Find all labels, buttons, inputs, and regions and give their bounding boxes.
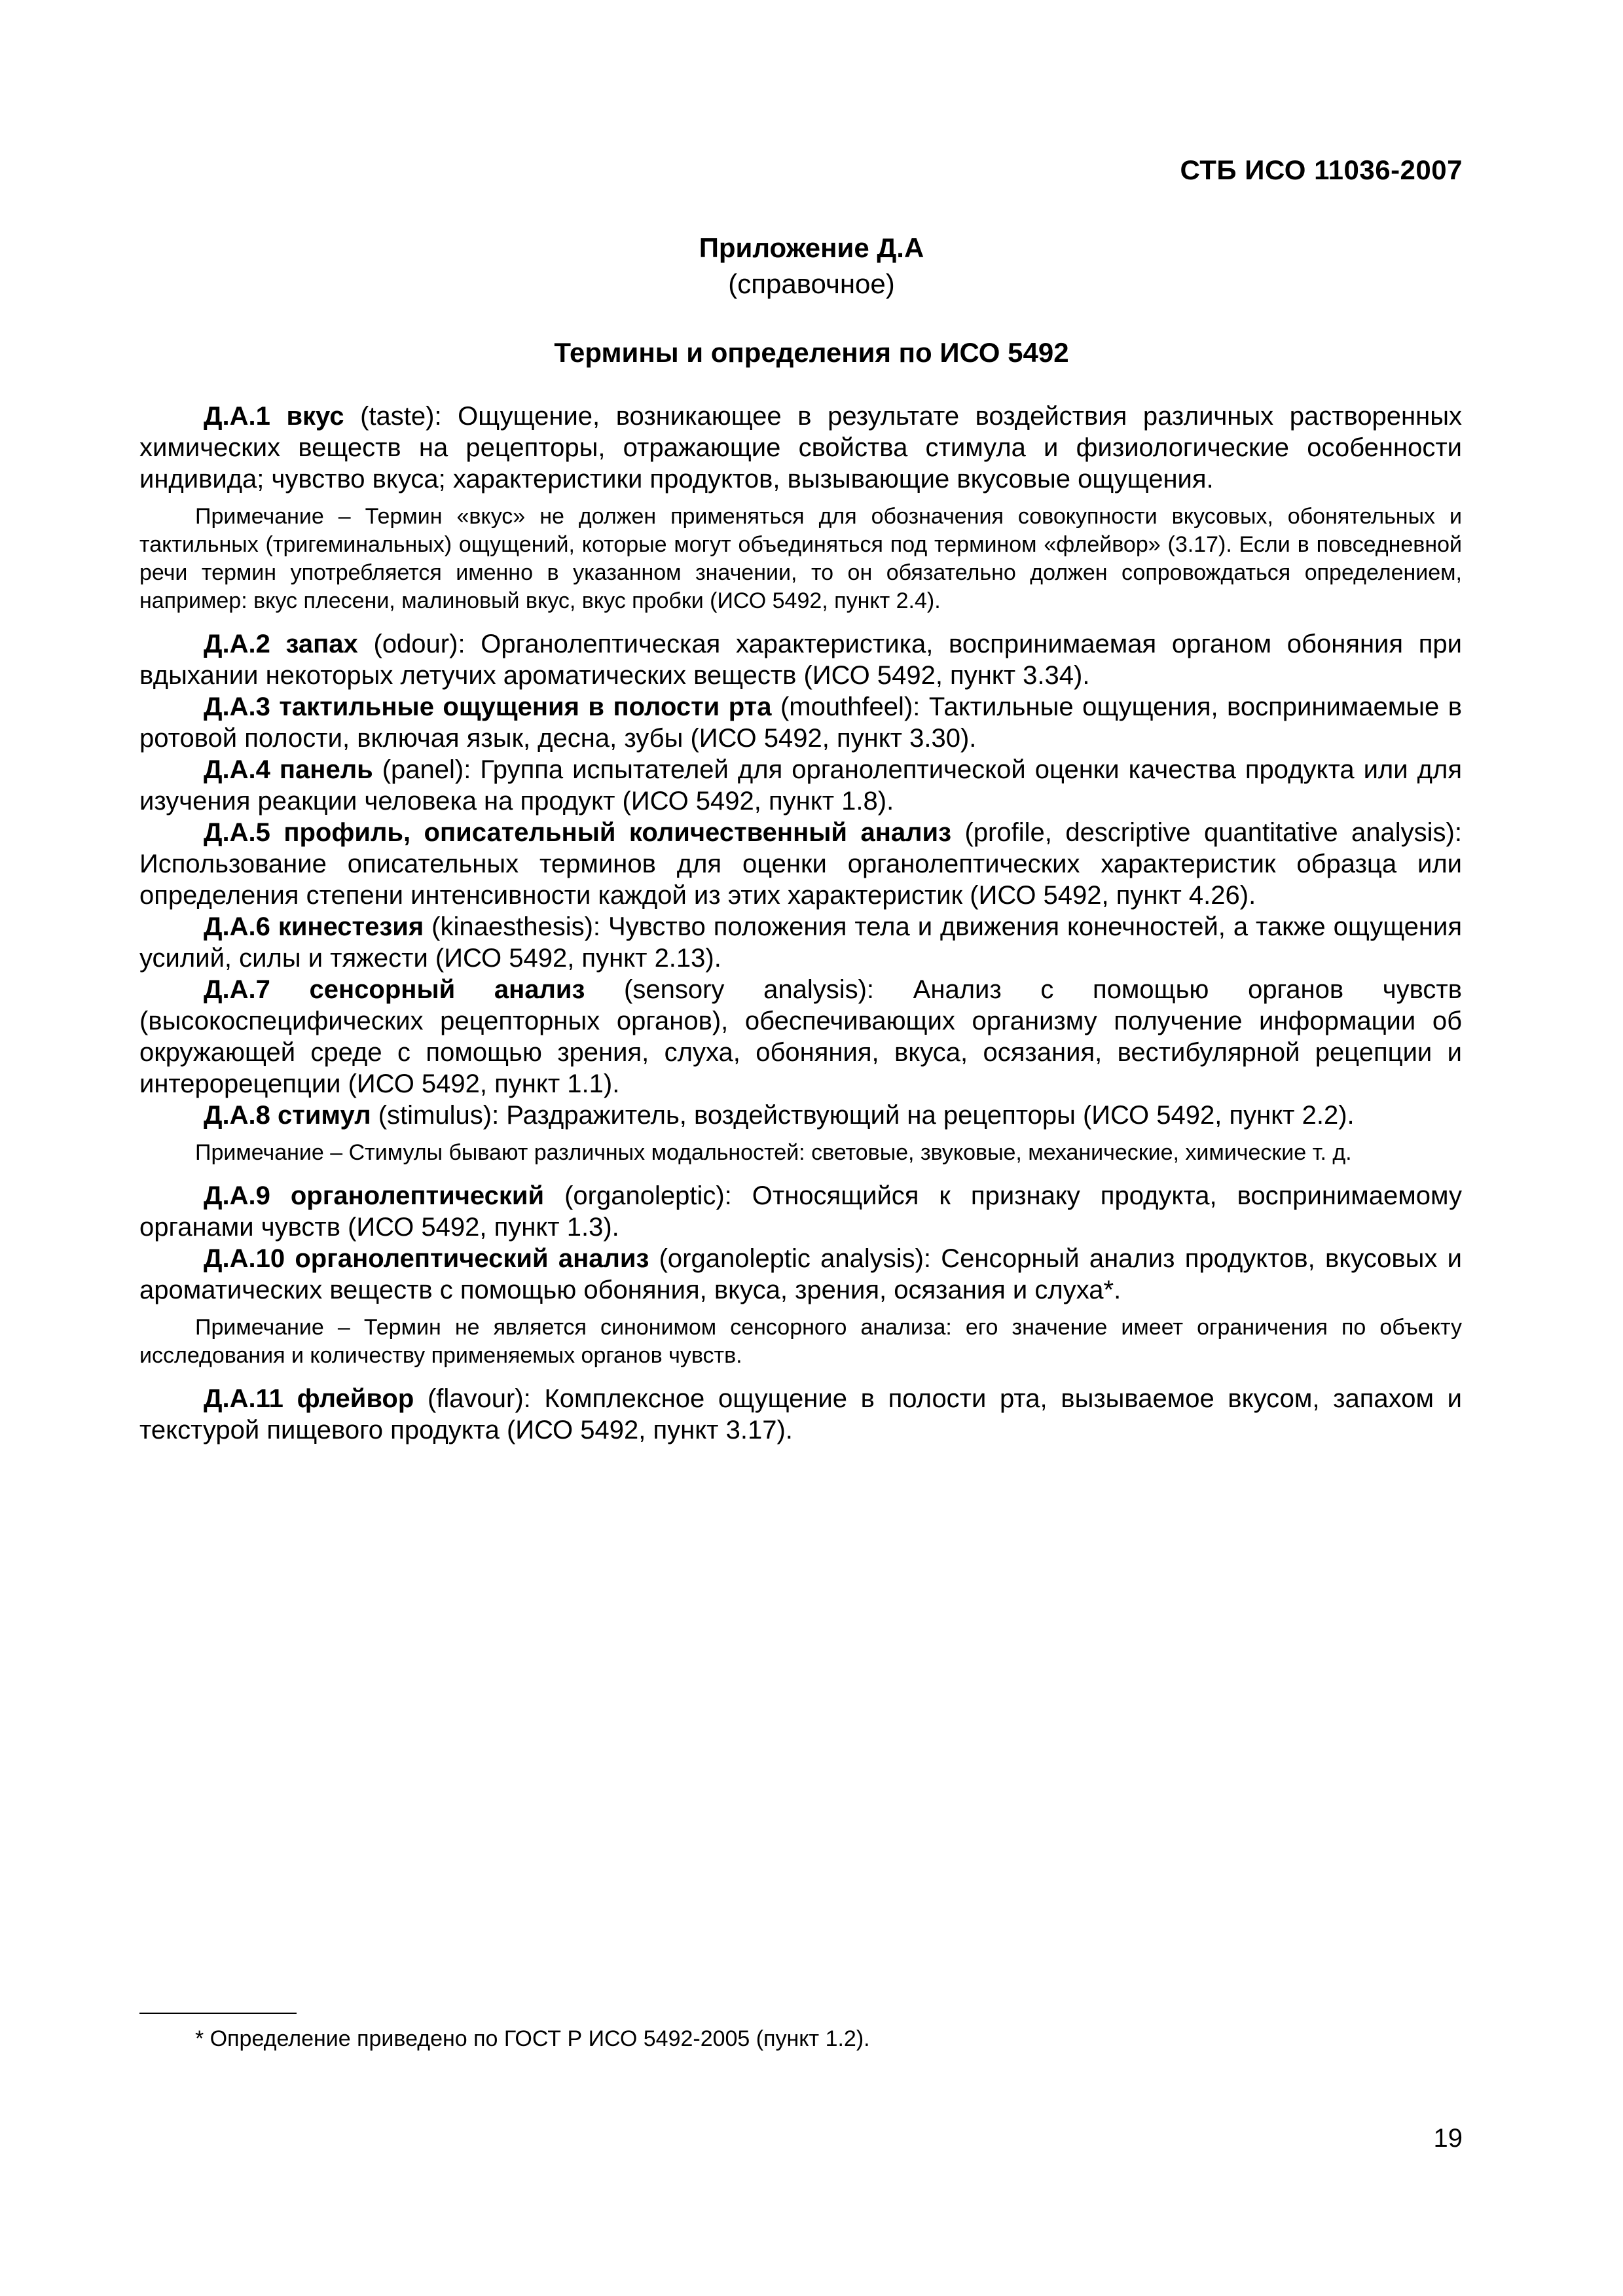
entry-term: вкус (286, 402, 344, 431)
entry-text: (panel): Группа испытателей для органолептической оценки качества продукта или для изучения реакции человека на продукт (ИСО 5492, пункт 1.8). (139, 755, 1462, 816)
annex-kind: (справочное) (728, 268, 895, 299)
definition-entry (139, 911, 1462, 974)
entry-number: Д.А.2 (204, 630, 270, 658)
entry-text: (organoleptic): Относящийся к признаку продукта, воспринимаемому органами чувств (ИСО 5492, пункт 1.3). (139, 1181, 1462, 1242)
definition-entry (139, 1100, 1462, 1131)
entry-term: органолептический (290, 1181, 545, 1210)
entry-number: Д.А.3 (204, 692, 270, 721)
definition-entry (139, 754, 1462, 817)
page-number: 19 (1433, 2124, 1463, 2153)
definition-entry (139, 1243, 1462, 1306)
entry-number: Д.А.7 (204, 975, 270, 1004)
entry-term: панель (279, 755, 373, 784)
entry-number: Д.А.1 (204, 402, 270, 431)
entry-text: (taste): Ощущение, возникающее в результате воздействия различных растворенных химических веществ на рецепторы, отражающие свойства стимула и физиологические особенности индивида; чувство вкуса; характеристики продуктов, вызывающие вкусовые ощущения. (139, 402, 1462, 493)
definition-entry (139, 401, 1462, 495)
entry-term: профиль, описательный количественный анализ (283, 818, 951, 847)
definition-entry (139, 1383, 1462, 1446)
entry-term: запах (285, 630, 358, 658)
entry-text: (odour): Органолептическая характеристика, воспринимаемая органом обоняния при вдыхании некоторых летучих ароматических веществ (ИСО 5492, пункт 3.34). (139, 630, 1462, 690)
entry-term: тактильные ощущения в полости рта (279, 692, 772, 721)
annex-title: Приложение Д.А (699, 232, 924, 263)
entry-number: Д.А.8 (204, 1101, 270, 1130)
entry-text: (profile, descriptive quantitative analysis): Использование описательных терминов для оценки органолептических характеристик образца или определения степени интенсивности каждой из этих характеристик (ИСО 5492, пункт 4.26). (139, 818, 1462, 910)
entry-term: органолептический анализ (295, 1244, 649, 1273)
entry-term: кинестезия (278, 912, 424, 941)
document-code: СТБ ИСО 11036-2007 (1180, 154, 1463, 185)
entry-text: (kinaesthesis): Чувство положения тела и движения конечностей, а также ощущения усилий, силы и тяжести (ИСО 5492, пункт 2.13). (139, 912, 1462, 973)
entry-number: Д.А.4 (204, 755, 270, 784)
entry-text: (flavour): Комплексное ощущение в полости рта, вызываемое вкусом, запахом и текстурой пищевого продукта (ИСО 5492, пункт 3.17). (139, 1384, 1462, 1444)
entry-text: (sensory analysis): Анализ с помощью органов чувств (высокоспецифических рецепторных органов), обеспечивающих организму получение информации об окружающей среде с помощью зрения, слуха, обоняния, вкуса, осязания, вестибулярной рецепции и интерорецепции (ИСО 5492, пункт 1.1). (139, 975, 1462, 1098)
entry-note: Примечание – Термин «вкус» не должен применяться для обозначения совокупности вкусовых, обонятельных и тактильных (тригеминальных) ощущений, которые могут объединяться под термином «флейвор» (3.17). Если в повседневной речи термин употребляется именно в указанном значении, то он обязательно должен сопровождаться определением, например: вкус плесени, малиновый вкус, вкус пробки (ИСО 5492, пункт 2.4). (139, 504, 1462, 613)
entry-note: Примечание – Термин не является синонимом сенсорного анализа: его значение имеет ограничения по объекту исследования и количеству применяемых органов чувств. (139, 1315, 1462, 1368)
definition-entry (139, 817, 1462, 911)
entry-term: стимул (277, 1101, 371, 1130)
definition-entry (139, 974, 1462, 1100)
entry-term: флейвор (297, 1384, 414, 1413)
definition-entry (139, 691, 1462, 754)
entry-text: (organoleptic analysis): Сенсорный анализ продуктов, вкусовых и ароматических веществ с помощью обоняния, вкуса, зрения, осязания и слуха*. (139, 1244, 1462, 1304)
definitions-body (139, 401, 1462, 1446)
footnote: * Определение приведено по ГОСТ Р ИСО 5492-2005 (пункт 1.2). (195, 2026, 870, 2051)
entry-text: (stimulus): Раздражитель, воздействующий на рецепторы (ИСО 5492, пункт 2.2). (371, 1101, 1355, 1130)
entry-number: Д.А.11 (204, 1384, 283, 1413)
entry-note: Примечание – Стимулы бывают различных модальностей: световые, звуковые, механические, химические т. д. (195, 1140, 1352, 1165)
entry-number: Д.А.10 (204, 1244, 285, 1273)
footnote-divider (139, 2013, 297, 2014)
definition-entry (139, 1180, 1462, 1243)
entry-text: (mouthfeel): Тактильные ощущения, воспринимаемые в ротовой полости, включая язык, десна, зубы (ИСО 5492, пункт 3.30). (139, 692, 1462, 753)
entry-number: Д.А.9 (204, 1181, 270, 1210)
definition-entry (139, 628, 1462, 691)
entry-term: сенсорный анализ (309, 975, 585, 1004)
section-title: Термины и определения по ИСО 5492 (554, 337, 1069, 368)
entry-number: Д.А.5 (204, 818, 270, 847)
entry-number: Д.А.6 (204, 912, 270, 941)
